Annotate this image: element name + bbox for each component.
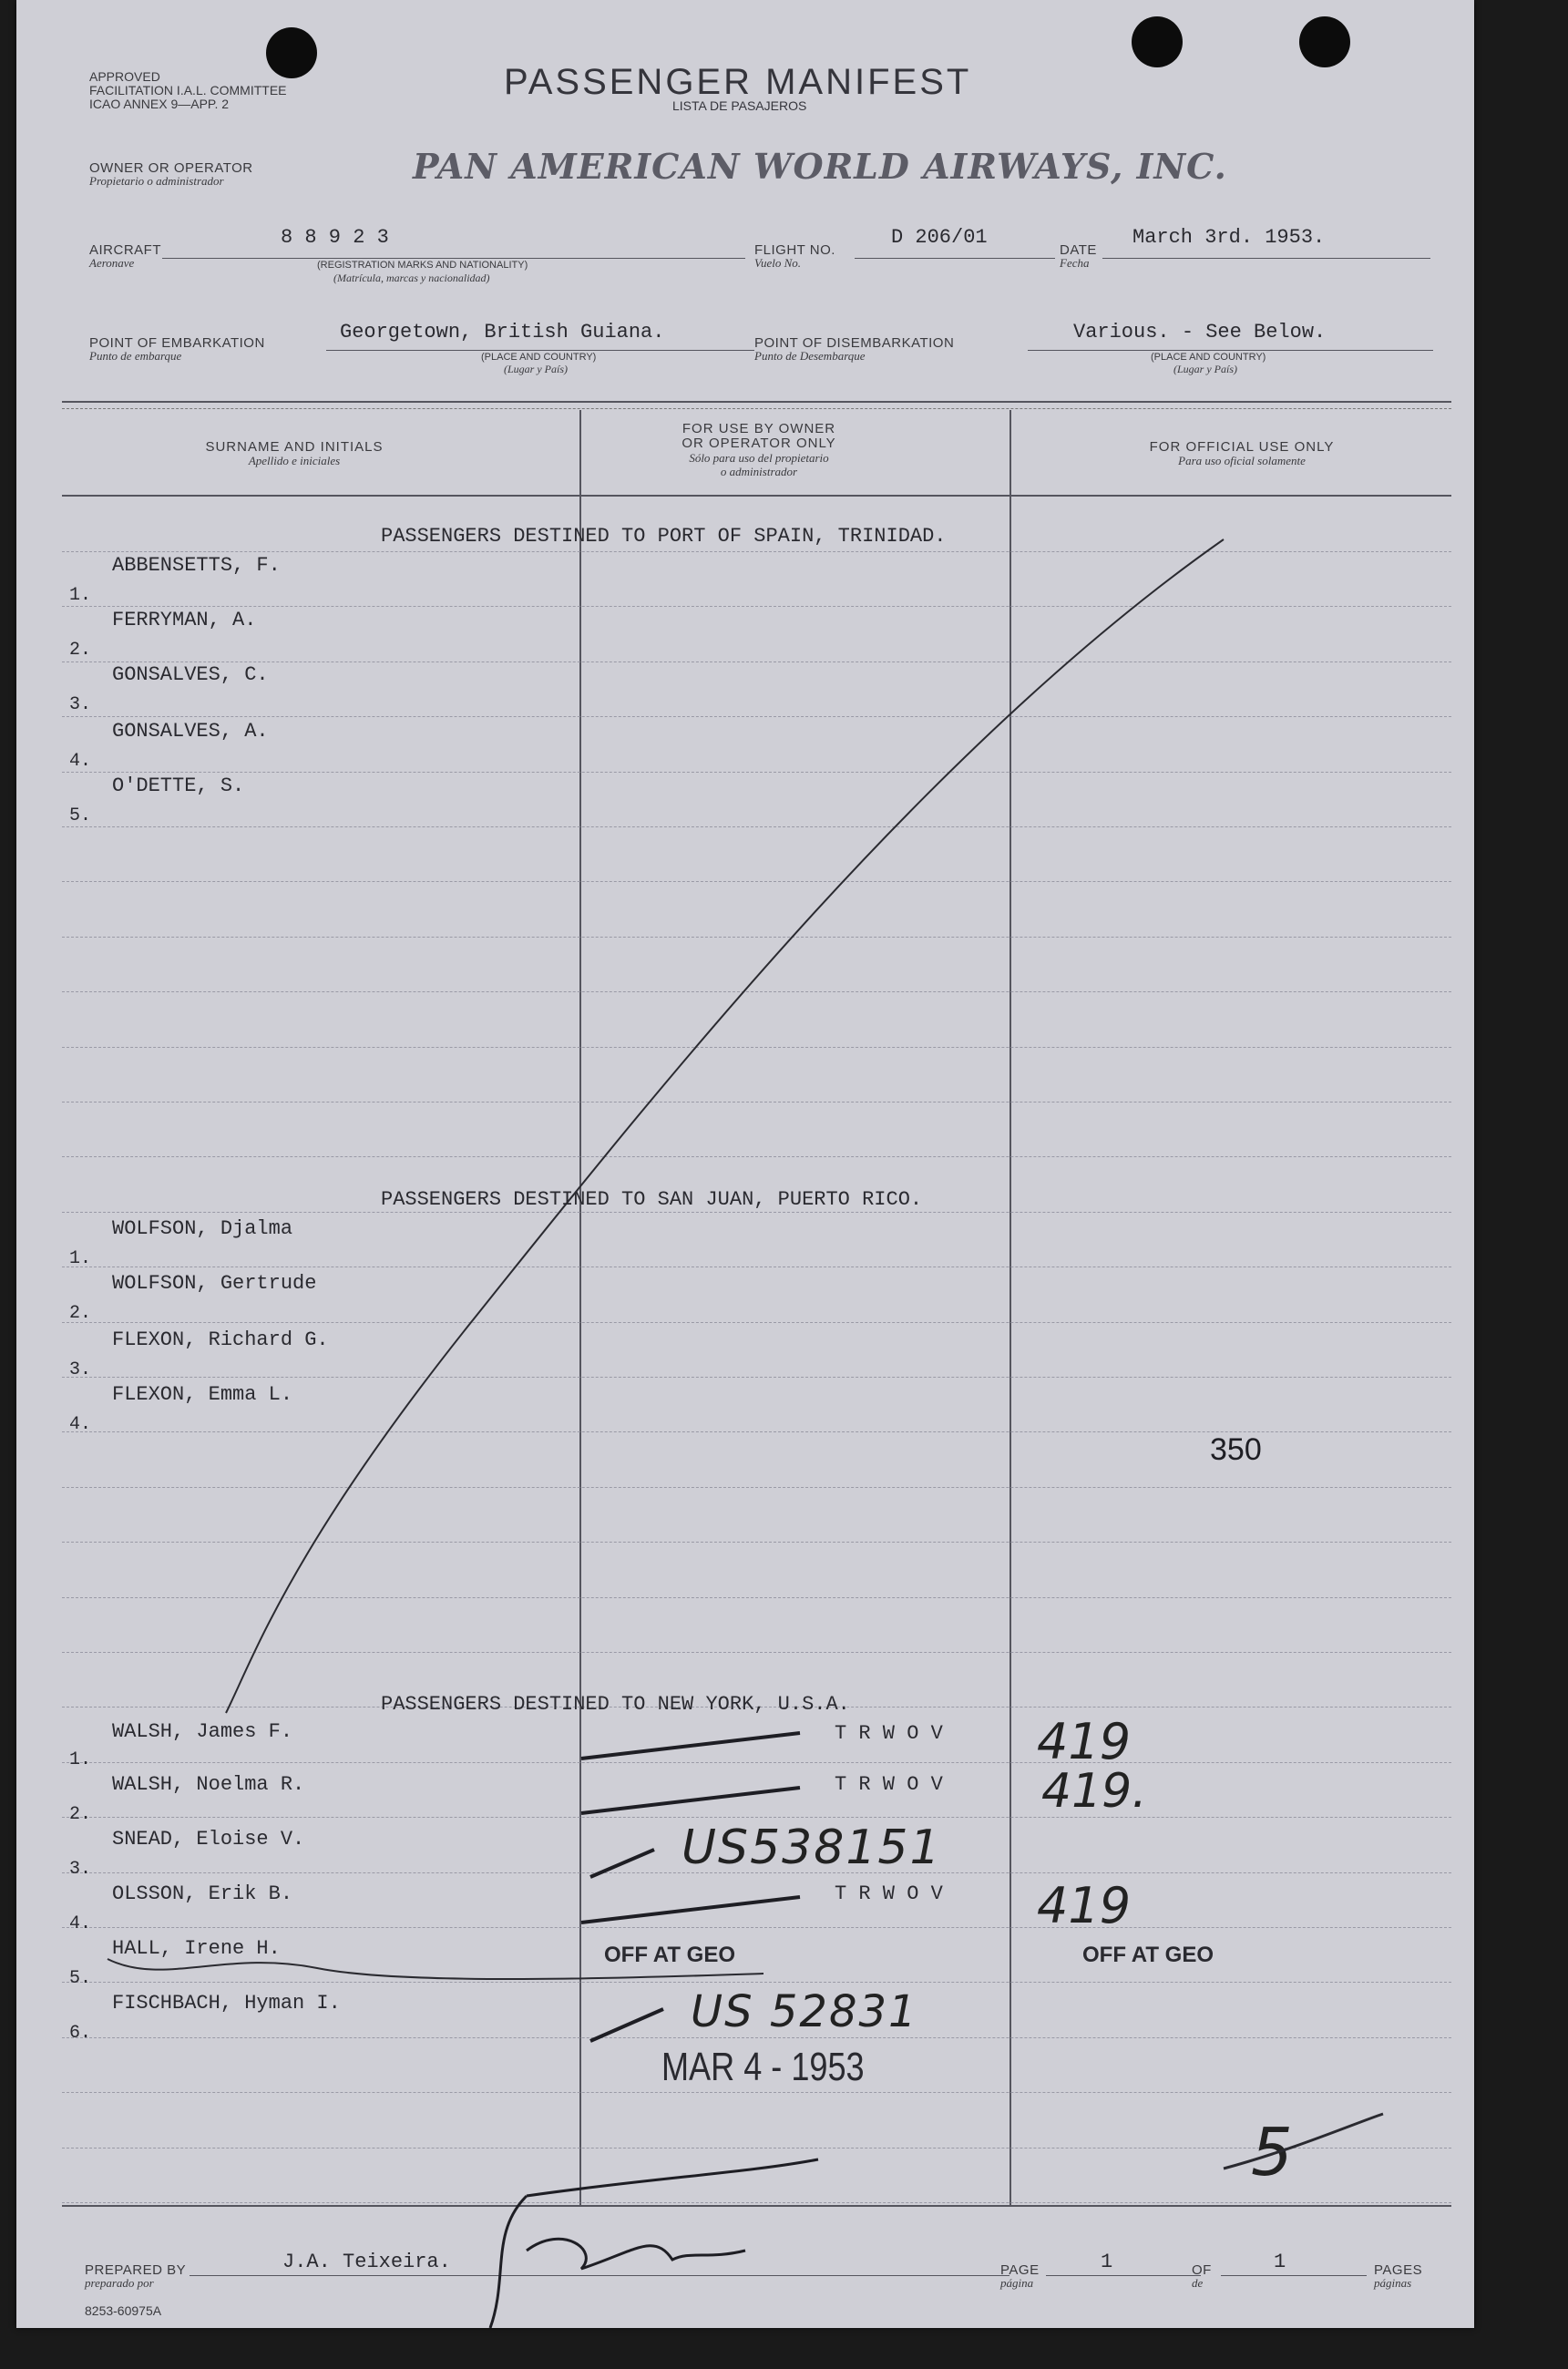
owner-label: OWNER OR OPERATOR — [89, 160, 253, 176]
pen-dash — [581, 1733, 800, 1759]
of-label: OF — [1192, 2262, 1212, 2278]
disembark-point: Various. - See Below. — [1073, 321, 1327, 344]
page-label-sub: página — [1000, 2276, 1034, 2290]
place-caption-sub: (Lugar y País) — [1173, 363, 1237, 375]
row-number: 1. — [69, 585, 92, 606]
preparer-name: J.A. Teixeira. — [282, 2251, 451, 2273]
col-official-header: FOR OFFICIAL USE ONLY — [1149, 439, 1335, 455]
place-caption: (PLACE AND COUNTRY) — [1151, 352, 1266, 363]
passenger-name: WALSH, James F. — [112, 1720, 293, 1743]
col-official-header-sub: Para uso oficial solamente — [1178, 454, 1306, 467]
passenger-name: FISCHBACH, Hyman I. — [112, 1992, 341, 2015]
approval-line: APPROVED — [89, 69, 160, 84]
passenger-name: OLSSON, Erik B. — [112, 1882, 293, 1905]
place-caption-sub: (Lugar y País) — [504, 363, 568, 375]
total-pages: 1 — [1274, 2251, 1286, 2273]
col-operator-header-sub: o administrador — [720, 465, 798, 478]
date-stamp: MAR 4 - 1953 — [661, 2045, 865, 2089]
diagonal-cancel-line — [226, 539, 1224, 1713]
date-label-sub: Fecha — [1060, 256, 1090, 270]
flight-number: D 206/01 — [891, 226, 988, 249]
of-label-sub: de — [1192, 2276, 1204, 2290]
row-number: 4. — [69, 1414, 92, 1435]
registration-caption: (REGISTRATION MARKS AND NATIONALITY) — [317, 260, 528, 271]
passenger-name: WOLFSON, Djalma — [112, 1217, 293, 1240]
row-number: 4. — [69, 1913, 92, 1934]
passenger-name: GONSALVES, C. — [112, 663, 269, 686]
aircraft-label-sub: Aeronave — [89, 256, 135, 270]
pen-dash — [581, 1788, 800, 1813]
registration-caption-sub: (Matrícula, marcas y nacionalidad) — [333, 272, 490, 284]
col-operator-header: FOR USE BY OWNER — [682, 421, 836, 436]
date-label: DATE — [1060, 242, 1097, 258]
passenger-name: FLEXON, Emma L. — [112, 1383, 293, 1406]
row-number: 4. — [69, 751, 92, 772]
section-heading: PASSENGERS DESTINED TO NEW YORK, U.S.A. — [381, 1693, 850, 1716]
embark-label-sub: Punto de embarque — [89, 349, 182, 363]
operator-name: PAN AMERICAN WORLD AIRWAYS, INC. — [413, 146, 1227, 187]
operator-entry: T R W O V — [835, 1722, 943, 1745]
flight-date: March 3rd. 1953. — [1132, 226, 1326, 249]
official-entry: 419. — [1041, 1764, 1147, 1819]
col-surname-header: SURNAME AND INITIALS — [205, 439, 384, 455]
embark-point: Georgetown, British Guiana. — [340, 321, 665, 344]
row-number: 2. — [69, 1804, 92, 1825]
row-number: 5. — [69, 805, 92, 826]
off-stamp: OFF AT GEO — [1082, 1943, 1214, 1967]
row-number: 1. — [69, 1749, 92, 1770]
flight-label: FLIGHT NO. — [754, 242, 835, 258]
disembark-label-sub: Punto de Desembarque — [754, 349, 866, 363]
row-number: 1. — [69, 1248, 92, 1269]
col-surname-header-sub: Apellido e iniciales — [248, 454, 341, 467]
pages-label-sub: páginas — [1374, 2276, 1412, 2290]
section-heading: PASSENGERS DESTINED TO SAN JUAN, PUERTO RICO. — [381, 1188, 923, 1211]
official-entry: 419 — [1037, 1877, 1132, 1934]
place-caption: (PLACE AND COUNTRY) — [481, 352, 597, 363]
passenger-name: HALL, Irene H. — [112, 1937, 281, 1960]
passenger-name: O'DETTE, S. — [112, 774, 245, 797]
pen-dash — [590, 1850, 654, 1877]
pen-marks — [16, 0, 1474, 2328]
flight-label-sub: Vuelo No. — [754, 256, 802, 270]
stamp-number: 350 — [1210, 1432, 1262, 1467]
strike-line — [108, 1959, 764, 1979]
page-number: 1 — [1101, 2251, 1113, 2273]
aircraft-label: AIRCRAFT — [89, 242, 161, 258]
row-number: 3. — [69, 1859, 92, 1880]
passenger-name: FLEXON, Richard G. — [112, 1328, 329, 1351]
operator-entry: T R W O V — [835, 1882, 943, 1905]
embark-label: POINT OF EMBARKATION — [89, 335, 265, 351]
pages-label: PAGES — [1374, 2262, 1423, 2278]
pen-dash — [581, 1897, 800, 1923]
operator-entry: US 52831 — [691, 1986, 918, 2037]
approval-line: FACILITATION I.A.L. COMMITTEE — [89, 83, 287, 97]
passenger-name: WALSH, Noelma R. — [112, 1773, 305, 1796]
prepared-label: PREPARED BY — [85, 2262, 187, 2278]
page-label: PAGE — [1000, 2262, 1040, 2278]
row-number: 3. — [69, 694, 92, 715]
passenger-name: FERRYMAN, A. — [112, 609, 257, 631]
row-number: 6. — [69, 2023, 92, 2044]
row-number: 2. — [69, 640, 92, 661]
pen-dash — [590, 2009, 663, 2041]
row-number: 2. — [69, 1303, 92, 1324]
prepared-label-sub: preparado por — [85, 2276, 154, 2290]
official-entry: 419 — [1037, 1713, 1132, 1770]
section-heading: PASSENGERS DESTINED TO PORT OF SPAIN, TRINIDAD. — [381, 525, 947, 548]
passenger-name: WOLFSON, Gertrude — [112, 1272, 317, 1295]
handwritten-stroke — [1224, 2114, 1383, 2169]
col-operator-header: OR OPERATOR ONLY — [682, 436, 836, 451]
off-stamp: OFF AT GEO — [604, 1943, 735, 1967]
passenger-name: SNEAD, Eloise V. — [112, 1828, 305, 1851]
page-title: PASSENGER MANIFEST — [504, 62, 972, 102]
col-operator-header-sub: Sólo para uso del propietario — [689, 451, 829, 465]
manifest-page — [16, 0, 1474, 2328]
signature — [490, 2159, 818, 2328]
operator-entry: T R W O V — [835, 1773, 943, 1796]
form-code: 8253-60975A — [85, 2303, 162, 2318]
operator-entry: US538151 — [682, 1820, 942, 1875]
handwritten-total: 5 — [1251, 2114, 1293, 2190]
disembark-label: POINT OF DISEMBARKATION — [754, 335, 955, 351]
page-subtitle: LISTA DE PASAJEROS — [672, 98, 807, 113]
approval-line: ICAO ANNEX 9—APP. 2 — [89, 97, 230, 111]
passenger-name: GONSALVES, A. — [112, 720, 269, 743]
passenger-name: ABBENSETTS, F. — [112, 554, 281, 577]
row-number: 5. — [69, 1968, 92, 1989]
row-number: 3. — [69, 1359, 92, 1380]
aircraft-registration: 8 8 9 2 3 — [281, 226, 389, 249]
owner-label-sub: Propietario o administrador — [89, 174, 224, 188]
